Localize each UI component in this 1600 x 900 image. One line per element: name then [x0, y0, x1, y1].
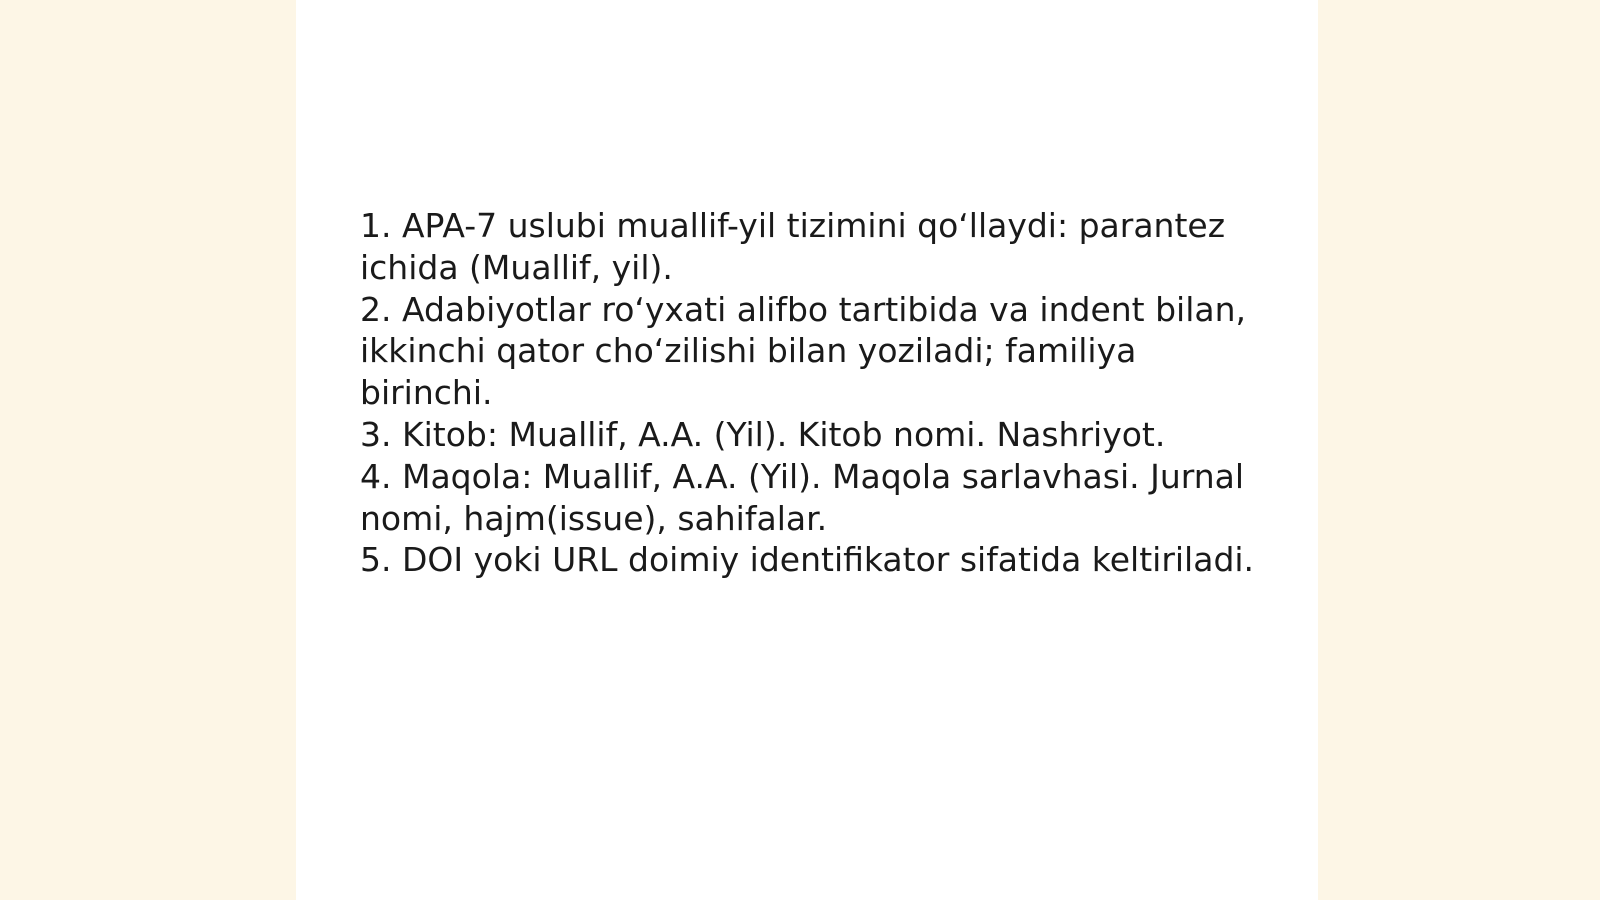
slide-page [296, 0, 1318, 900]
list-item: 3. Kitob: Muallif, A.A. (Yil). Kitob nomi. Nashriyot. [360, 414, 1166, 454]
list-item: 5. DOI yoki URL doimiy identifikator sifatida keltiriladi. [360, 540, 1255, 580]
right-margin-panel [1318, 0, 1600, 900]
list-item: 1. APA-7 uslubi muallif-yil tizimini qo‘llaydi: parantez ichida (Muallif, yil). [360, 206, 1226, 287]
rules-list [360, 205, 1260, 581]
list-item: 4. Maqola: Muallif, A.A. (Yil). Maqola sarlavhasi. Jurnal nomi, hajm(issue), sahifalar. [360, 456, 1245, 538]
list-item: 2. Adabiyotlar ro‘yxati alifbo tartibida va indent bilan, ikkinchi qator cho‘zilishi bilan yoziladi; familiya birinchi. [360, 289, 1247, 413]
left-margin-panel [0, 0, 296, 900]
